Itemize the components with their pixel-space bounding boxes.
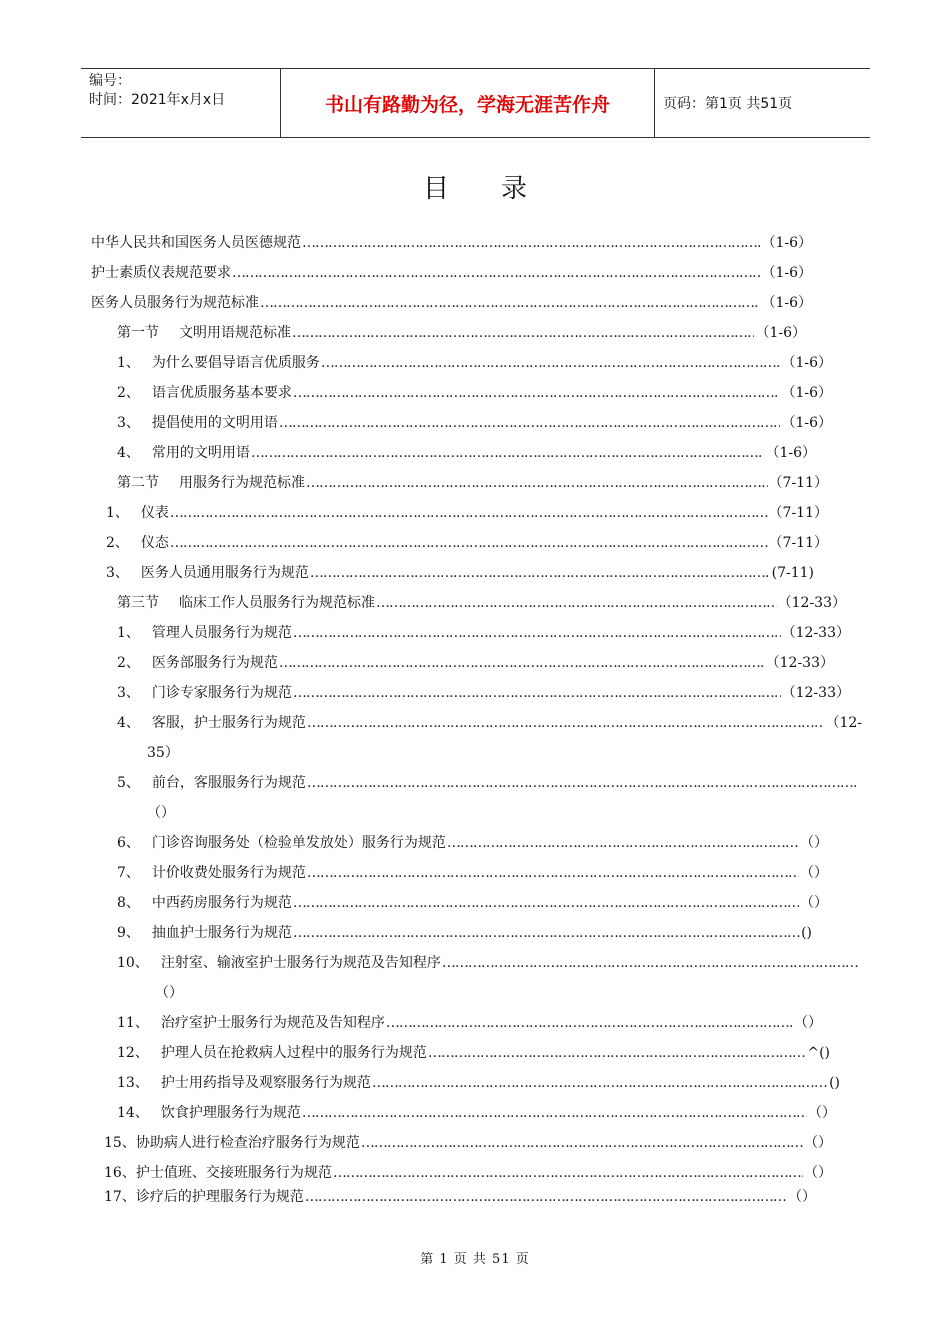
toc-entry-page-continued: （）: [147, 805, 175, 821]
toc-entry: [91, 233, 812, 253]
toc-entry-number: 第三节: [117, 595, 159, 611]
toc-entry: [117, 683, 850, 703]
toc-entry: [117, 833, 828, 853]
toc-leader-dots: [170, 533, 768, 553]
toc-entry: [106, 533, 828, 553]
toc-leader-dots: [306, 473, 768, 493]
toc-entry-number: 1、: [106, 505, 129, 521]
toc-entry-title: 护士值班、交接班服务行为规范: [135, 1165, 332, 1181]
toc-leader-dots: [310, 563, 771, 583]
toc-leader-dots: [307, 713, 825, 733]
toc-entry: [117, 653, 834, 673]
toc-entry-number: 14、: [117, 1105, 149, 1121]
toc-entry: [117, 323, 806, 343]
toc-entry-title: 门诊咨询服务处（检验单发放处）服务行为规范: [151, 835, 446, 851]
toc-leader-dots: [307, 863, 799, 883]
toc-leader-dots: [302, 233, 760, 253]
toc-leader-dots: [305, 1187, 787, 1207]
toc-entry-title: 计价收费处服务行为规范: [151, 865, 306, 881]
toc-leader-dots: [279, 653, 765, 673]
toc-entry-title: 用服务行为规范标准: [179, 475, 305, 491]
toc-entry-page: （12-: [825, 715, 862, 731]
toc-entry-title: 协助病人进行检查治疗服务行为规范: [135, 1135, 360, 1151]
toc-leader-dots: [260, 293, 760, 313]
toc-entry-title: 注射室、输液室护士服务行为规范及告知程序: [160, 955, 441, 971]
toc-entry: [117, 383, 832, 403]
toc-entry-number: 7、: [117, 865, 140, 881]
toc-entry-number: 3、: [106, 565, 129, 581]
toc-leader-dots: [307, 773, 859, 793]
toc-leader-dots: [292, 323, 754, 343]
toc-entry-page: （）: [804, 1135, 832, 1151]
toc-leader-dots: [386, 1013, 793, 1033]
toc-entry-page-continued: 35）: [147, 745, 179, 761]
toc-entry: [117, 953, 860, 973]
toc-entry-title: 中西药房服务行为规范: [151, 895, 292, 911]
toc-entry: [106, 503, 828, 523]
toc-leader-dots: [293, 683, 781, 703]
toc-entry: [117, 593, 846, 613]
toc-entry-number: 10、: [117, 955, 149, 971]
toc-leader-dots: [251, 443, 765, 463]
toc-entry: [104, 1187, 816, 1207]
toc-entry: [117, 1013, 822, 1033]
toc-entry-title: 诊疗后的护理服务行为规范: [135, 1189, 304, 1205]
toc-leader-dots: [293, 893, 799, 913]
toc-leader-dots: [302, 1103, 807, 1123]
toc-entry-title: 护士素质仪表规范要求: [91, 265, 231, 281]
page-header: [81, 68, 870, 138]
header-page-info: 页码：第1页 共51页: [663, 96, 793, 112]
toc-entry-page: （）: [788, 1189, 816, 1205]
toc-entry: [117, 1043, 830, 1063]
toc-entry-title: 门诊专家服务行为规范: [151, 685, 292, 701]
toc-entry-page: （12-33）: [781, 685, 850, 701]
page-title: 目录: [422, 174, 579, 204]
toc-entry-title: 医务人员服务行为规范标准: [91, 295, 259, 311]
toc-entry: [117, 1073, 840, 1093]
toc-entry: [104, 1163, 832, 1183]
toc-entry-title: 仪表: [140, 505, 169, 521]
toc-entry-page: （1-6）: [781, 355, 832, 371]
toc-entry-number: 9、: [117, 925, 140, 941]
toc-leader-dots: [333, 1163, 803, 1183]
toc-entry-page: （）: [800, 835, 828, 851]
toc-entry-page: （）: [800, 895, 828, 911]
toc-entry-page: （1-6）: [781, 385, 832, 401]
toc-leader-dots: [293, 623, 781, 643]
toc-entry-number: 2、: [117, 655, 140, 671]
toc-entry: [91, 293, 812, 313]
toc-entry-page: （7-11）: [768, 505, 828, 521]
toc-entry-title: 医务人员通用服务行为规范: [140, 565, 309, 581]
toc-entry: [117, 713, 862, 733]
toc-leader-dots: [232, 263, 760, 283]
toc-entry: [106, 563, 814, 583]
toc-leader-dots: [442, 953, 859, 973]
toc-leader-dots: [361, 1133, 803, 1153]
toc-entry-number: 第二节: [117, 475, 159, 491]
toc-entry-number: 16、: [104, 1165, 136, 1181]
toc-entry: [117, 863, 828, 883]
toc-entry: [117, 773, 860, 793]
time-label: 时间：2021年x月x日: [89, 92, 226, 108]
toc-entry-title: 客服，护士服务行为规范: [151, 715, 306, 731]
toc-entry-title: 抽血护士服务行为规范: [151, 925, 292, 941]
toc-entry-page: （12-33）: [765, 655, 834, 671]
toc-entry-number: 3、: [117, 685, 140, 701]
toc-entry-title: 常用的文明用语: [151, 445, 250, 461]
toc-entry-number: 13、: [117, 1075, 149, 1091]
toc-leader-dots: [293, 923, 800, 943]
toc-entry-page: （7-11）: [768, 535, 828, 551]
toc-entry-number: 1、: [117, 355, 140, 371]
toc-entry-number: 6、: [117, 835, 140, 851]
toc-leader-dots: [293, 383, 781, 403]
toc-entry: [117, 353, 832, 373]
toc-entry-number: 15、: [104, 1135, 136, 1151]
header-left-cell: [81, 69, 281, 137]
toc-entry: [117, 623, 850, 643]
toc-entry: [117, 893, 828, 913]
toc-leader-dots: [321, 353, 781, 373]
toc-entry-number: 3、: [117, 415, 140, 431]
toc-leader-dots: [170, 503, 768, 523]
toc-entry-page: ^(): [807, 1045, 830, 1061]
toc-entry-page: （）: [808, 1105, 836, 1121]
toc-entry-page: （12-33）: [777, 595, 846, 611]
toc-entry-title: 前台，客服服务行为规范: [151, 775, 306, 791]
toc-entry-title: 治疗室护士服务行为规范及告知程序: [160, 1015, 385, 1031]
toc-entry: [91, 263, 812, 283]
toc-entry-title: 语言优质服务基本要求: [151, 385, 292, 401]
toc-entry-number: 2、: [117, 385, 140, 401]
toc-entry-page: （1-6）: [765, 445, 816, 461]
toc-entry-number: 12、: [117, 1045, 149, 1061]
toc-leader-dots: [428, 1043, 807, 1063]
toc-entry-number: 8、: [117, 895, 140, 911]
toc-entry-number: 2、: [106, 535, 129, 551]
code-label: 编号：: [89, 73, 131, 89]
toc-entry-page: （1-6）: [761, 295, 812, 311]
toc-entry-page: （1-6）: [781, 415, 832, 431]
toc-entry-number: 1、: [117, 625, 140, 641]
toc-entry-page: （1-6）: [761, 235, 812, 251]
toc-entry-number: 4、: [117, 445, 140, 461]
toc-entry-title: 饮食护理服务行为规范: [160, 1105, 301, 1121]
toc-entry-page-continued: （）: [155, 985, 183, 1001]
toc-entry: [104, 1133, 832, 1153]
toc-entry-number: 第一节: [117, 325, 159, 341]
toc-entry-number: 11、: [117, 1015, 149, 1031]
toc-entry-page: （1-6）: [755, 325, 806, 341]
toc-leader-dots: [279, 413, 781, 433]
toc-leader-dots: [447, 833, 799, 853]
toc-entry-number: 4、: [117, 715, 140, 731]
header-motto: 书山有路勤为径，学海无涯苦作舟: [281, 69, 655, 137]
toc-entry-title: 为什么要倡导语言优质服务: [151, 355, 320, 371]
toc-leader-dots: [372, 1073, 828, 1093]
toc-entry-page: （）: [804, 1165, 832, 1181]
toc-entry-title: 护理人员在抢救病人过程中的服务行为规范: [160, 1045, 427, 1061]
toc-entry-page: (): [801, 925, 812, 941]
toc-entry: [117, 923, 812, 943]
page-footer: 第 1 页 共 51 页: [420, 1252, 530, 1267]
toc-entry-page: （1-6）: [761, 265, 812, 281]
toc-entry: [117, 443, 816, 463]
toc-entry-page: （7-11）: [768, 475, 828, 491]
toc-entry-title: 临床工作人员服务行为规范标准: [179, 595, 375, 611]
toc-entry-page: (): [829, 1075, 840, 1091]
toc-entry-page: （）: [794, 1015, 822, 1031]
toc-entry-page: (7-11): [771, 565, 814, 581]
toc-entry-number: 17、: [104, 1189, 136, 1205]
toc-entry-number: 5、: [117, 775, 140, 791]
toc-entry: [117, 473, 828, 493]
toc-entry-page: （）: [800, 865, 828, 881]
toc-entry-title: 医务部服务行为规范: [151, 655, 278, 671]
toc-entry: [117, 413, 832, 433]
toc-leader-dots: [376, 593, 777, 613]
toc-entry: [117, 1103, 836, 1123]
toc-entry-title: 仪态: [140, 535, 169, 551]
toc-entry-title: 管理人员服务行为规范: [151, 625, 292, 641]
toc-entry-title: 提倡使用的文明用语: [151, 415, 278, 431]
toc-entry-page: （12-33）: [781, 625, 850, 641]
toc-entry-title: 中华人民共和国医务人员医德规范: [91, 235, 301, 251]
toc-entry-title: 护士用药指导及观察服务行为规范: [160, 1075, 371, 1091]
toc-entry-title: 文明用语规范标准: [179, 325, 291, 341]
